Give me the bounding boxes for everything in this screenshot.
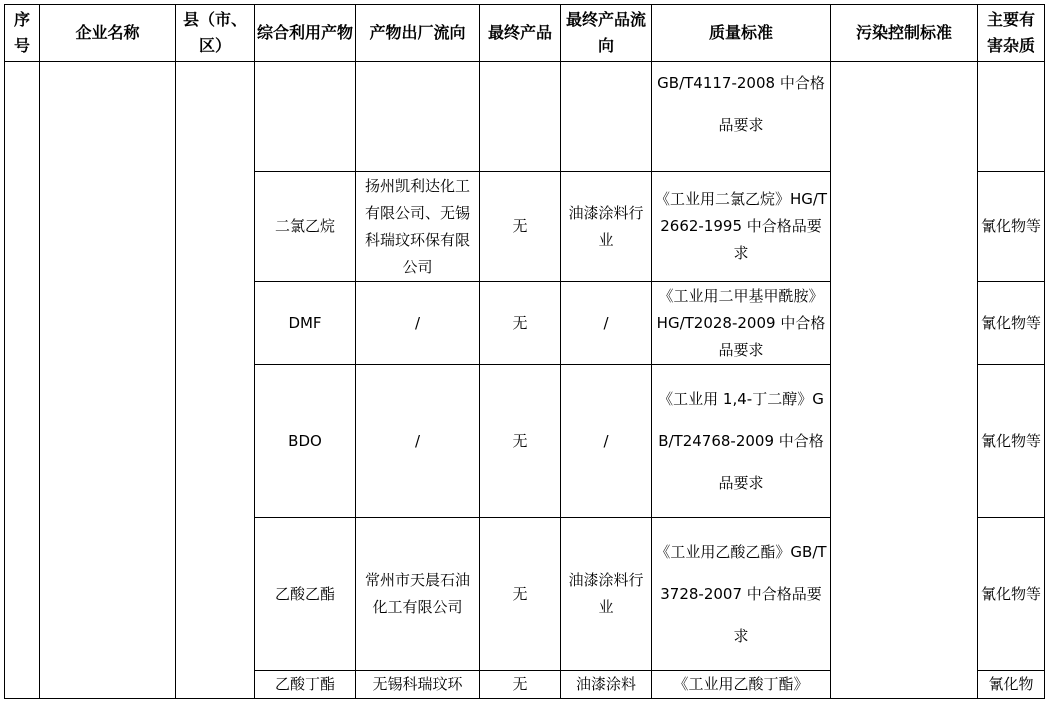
index-cell — [5, 62, 40, 699]
final-flow-cell: 油漆涂料行业 — [561, 518, 652, 671]
final-product-cell — [480, 62, 561, 172]
product-cell: DMF — [255, 282, 356, 365]
waste-utilization-table — [4, 4, 1045, 699]
header-row — [5, 5, 1045, 62]
impurity-cell: 氰化物等 — [978, 518, 1045, 671]
header-quality-standard: 质量标准 — [652, 5, 831, 62]
final-flow-cell: / — [561, 282, 652, 365]
final-product-cell: 无 — [480, 518, 561, 671]
header-company: 企业名称 — [40, 5, 176, 62]
final-flow-cell: / — [561, 365, 652, 518]
pollution-standard-cell — [831, 62, 978, 699]
final-product-cell: 无 — [480, 365, 561, 518]
impurity-cell: 氰化物 — [978, 671, 1045, 699]
quality-standard-cell: 《工业用乙酸乙酯》GB/T3728-2007 中合格品要求 — [652, 518, 831, 671]
impurity-cell — [978, 62, 1045, 172]
header-final-flow: 最终产品流向 — [561, 5, 652, 62]
flow-cell: 无锡科瑞玟环 — [356, 671, 480, 699]
header-index: 序号 — [5, 5, 40, 62]
final-product-cell: 无 — [480, 172, 561, 282]
header-pollution-standard: 污染控制标准 — [831, 5, 978, 62]
header-impurity: 主要有害杂质 — [978, 5, 1045, 62]
county-cell — [176, 62, 255, 699]
quality-standard-cell: 《工业用乙酸丁酯》 — [652, 671, 831, 699]
header-flow: 产物出厂流向 — [356, 5, 480, 62]
header-county: 县（市、区） — [176, 5, 255, 62]
flow-cell: 扬州凯利达化工有限公司、无锡科瑞玟环保有限公司 — [356, 172, 480, 282]
product-cell: 乙酸乙酯 — [255, 518, 356, 671]
product-cell — [255, 62, 356, 172]
quality-standard-cell: 《工业用二氯乙烷》HG/T2662-1995 中合格品要求 — [652, 172, 831, 282]
product-cell: BDO — [255, 365, 356, 518]
impurity-cell: 氰化物等 — [978, 282, 1045, 365]
flow-cell — [356, 62, 480, 172]
company-cell — [40, 62, 176, 699]
impurity-cell: 氰化物等 — [978, 365, 1045, 518]
flow-cell: 常州市天晨石油化工有限公司 — [356, 518, 480, 671]
header-final-product: 最终产品 — [480, 5, 561, 62]
final-product-cell: 无 — [480, 282, 561, 365]
table-row — [5, 62, 1045, 172]
final-flow-cell — [561, 62, 652, 172]
flow-cell: / — [356, 365, 480, 518]
product-cell: 乙酸丁酯 — [255, 671, 356, 699]
final-product-cell: 无 — [480, 671, 561, 699]
quality-standard-cell: GB/T4117-2008 中合格品要求 — [652, 62, 831, 172]
final-flow-cell: 油漆涂料 — [561, 671, 652, 699]
final-flow-cell: 油漆涂料行业 — [561, 172, 652, 282]
product-cell: 二氯乙烷 — [255, 172, 356, 282]
flow-cell: / — [356, 282, 480, 365]
quality-standard-cell: 《工业用 1,4-丁二醇》GB/T24768-2009 中合格品要求 — [652, 365, 831, 518]
quality-standard-cell: 《工业用二甲基甲酰胺》HG/T2028-2009 中合格品要求 — [652, 282, 831, 365]
header-product: 综合利用产物 — [255, 5, 356, 62]
impurity-cell: 氰化物等 — [978, 172, 1045, 282]
